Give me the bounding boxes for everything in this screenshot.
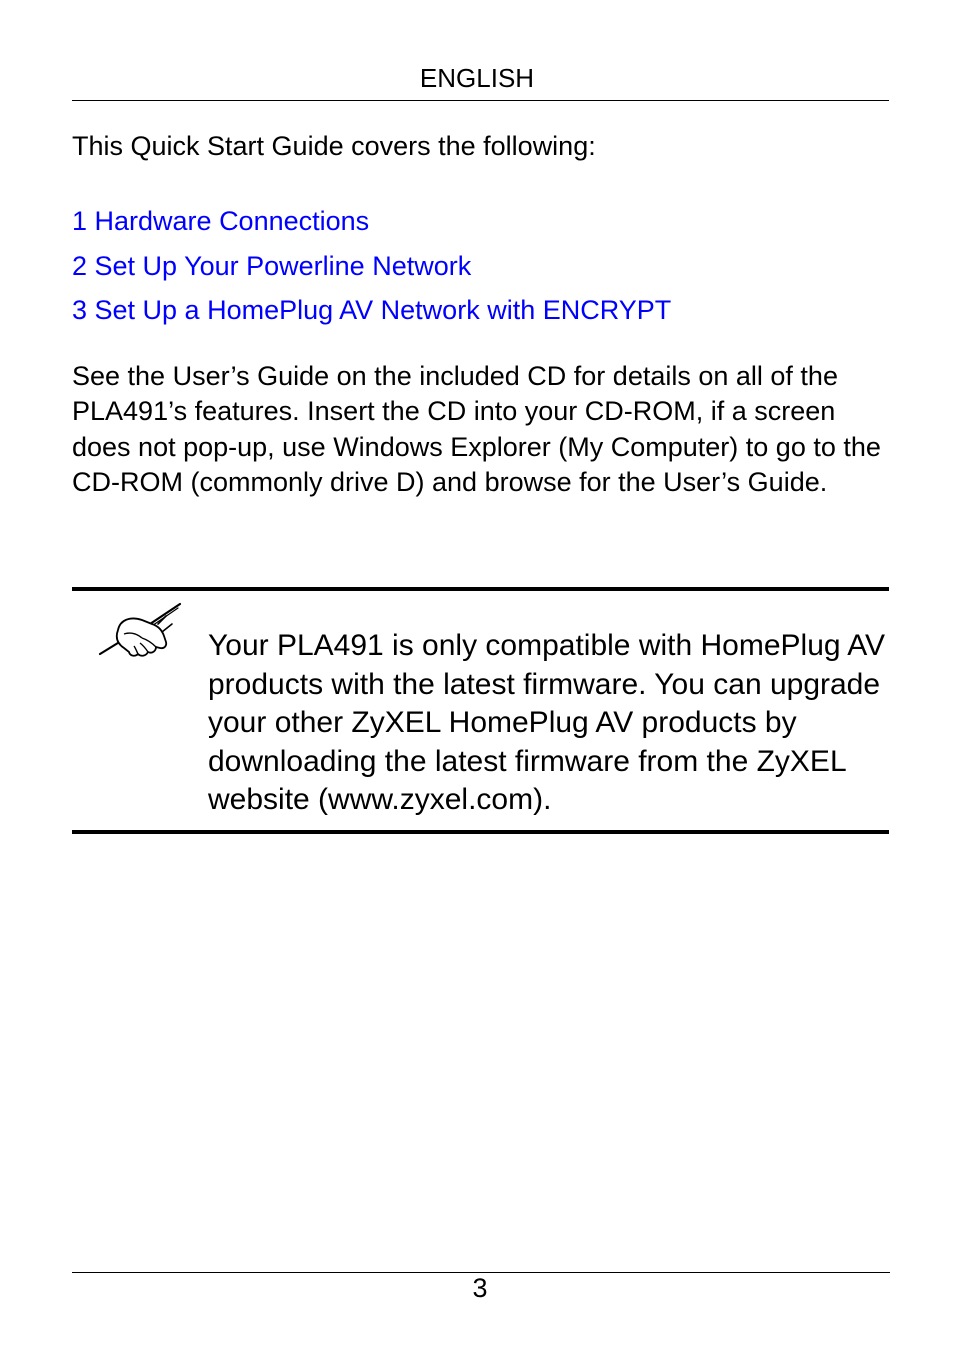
toc-item-homeplug-encrypt: [72, 288, 671, 333]
note-bottom-rule: [72, 830, 889, 834]
page-number: 3: [472, 1273, 488, 1303]
toc-item-hardware-connections: [72, 199, 671, 244]
compatibility-note-text: Your PLA491 is only compatible with HomePlug AV products with the latest firmware. You can upgrade your other ZyXEL HomePlug AV products by downloading the latest firmware from the ZyXEL website (www.zyxel.com).: [208, 629, 886, 816]
users-guide-paragraph: See the User’s Guide on the included CD for details on all of the PLA491’s features. Insert the CD into your CD-ROM, if a screen does not pop-up, use Windows Explorer (My Computer) to go to the CD-ROM (commonly drive D) and browse for the User’s Guide.: [72, 361, 881, 497]
toc-item-powerline-network: [72, 244, 671, 289]
header-language-label: ENGLISH: [419, 63, 535, 93]
table-of-contents: [72, 199, 671, 333]
toc-link-homeplug-encrypt[interactable]: 3 Set Up a HomePlug AV Network with ENCRYPT: [72, 295, 672, 325]
intro-text: This Quick Start Guide covers the following:: [72, 131, 596, 161]
header-divider: [72, 100, 889, 101]
writing-hand-icon: [96, 602, 182, 662]
toc-link-hardware-connections[interactable]: 1 Hardware Connections: [72, 206, 370, 236]
note-top-rule: [72, 587, 889, 591]
toc-link-powerline-network[interactable]: 2 Set Up Your Powerline Network: [72, 250, 472, 281]
